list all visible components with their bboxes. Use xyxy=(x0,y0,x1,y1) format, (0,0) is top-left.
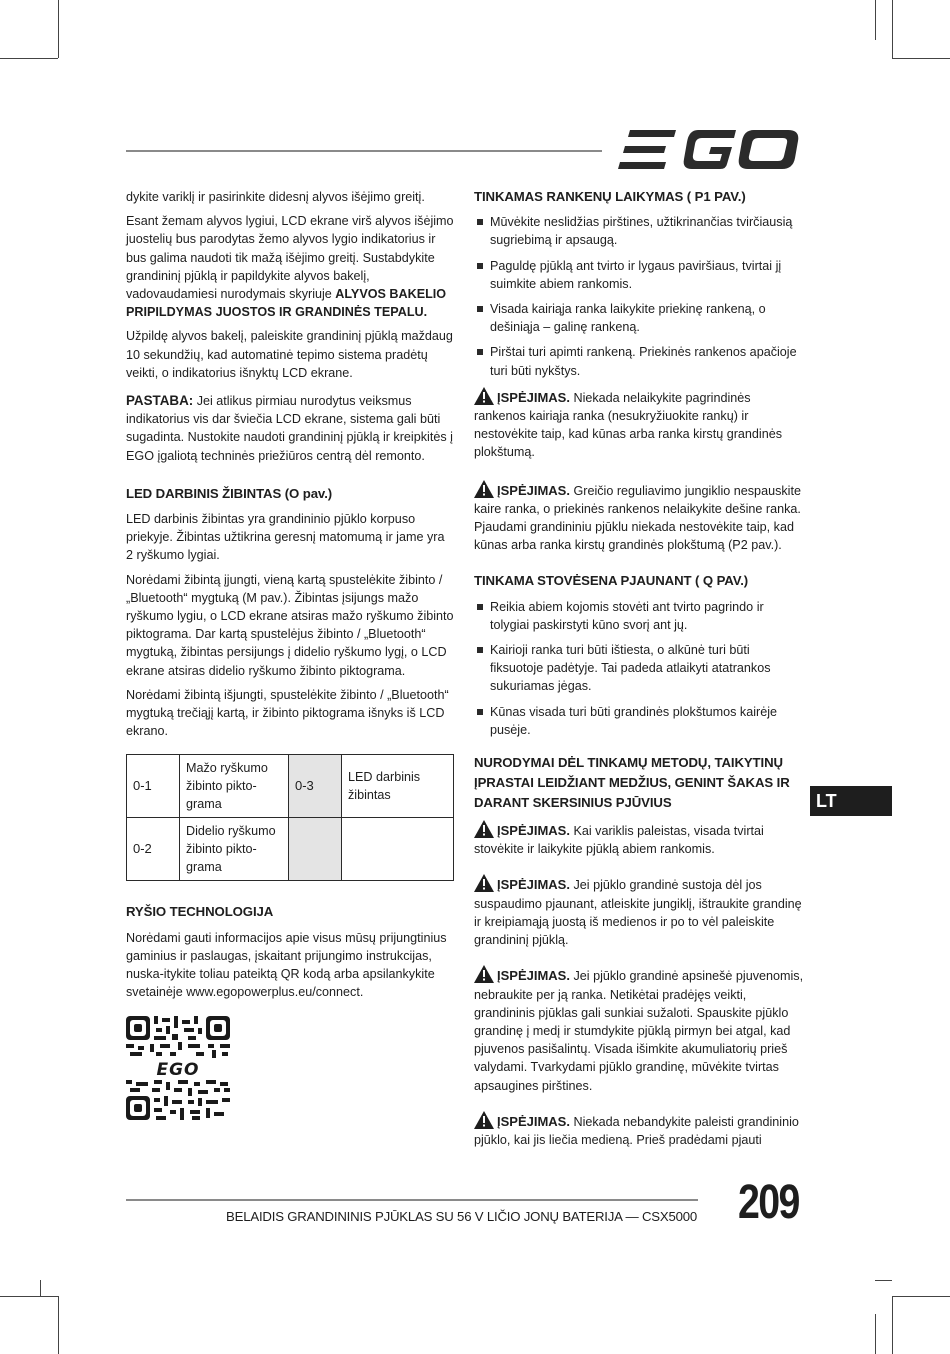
grip-list xyxy=(474,213,804,380)
list-item: Mūvėkite neslidžias pirštines, užtikrinančias tvirčiausią sugriebimą ir apsaugą. xyxy=(474,213,804,249)
table-cell: Didelio ryškumo žibinto pikto-grama xyxy=(180,818,289,881)
page-number: 209 xyxy=(738,1176,799,1229)
warning-label: ĮSPĖJIMAS. xyxy=(497,968,570,984)
warning-block: ĮSPĖJIMAS. Jei pjūklo grandinė sustoja dėl jos suspaudimo pjaunant, atleiskite jungiklį, ištraukite grandinę ir kreipiamąją juostą iš medienos ir po to vėl paleiskite grandininį pjūklą. xyxy=(474,874,804,949)
footer-rule xyxy=(126,1199,698,1201)
list-item: Kairioji ranka turi būti ištiesta, o alkūnė turi būti fiksuotoje padėtyje. Tai padeda atlaikyti atatrankos sukuriamas jėgas. xyxy=(474,641,804,696)
section-heading-stance: TINKAMA STOVĖSENA PJAUNANT ( Q PAV.) xyxy=(474,573,749,589)
crop-mark xyxy=(0,1296,58,1297)
header-rule xyxy=(126,150,602,152)
crop-mark xyxy=(0,58,58,59)
right-column xyxy=(474,188,804,1149)
warning-triangle-icon xyxy=(474,965,494,983)
section-heading-connectivity: RYŠIO TECHNOLOGIJA xyxy=(126,904,274,920)
table-cell xyxy=(342,818,454,881)
note: PASTABA: Jei atlikus pirmiau nurodytus veiksmus indikatorius vis dar šviečia LCD ekrane, sistema gali būti sugadinta. Nustokite naudoti grandininį pjūklą ir kreipkitės į EGO įgaliotą techninės priežiūros centrą dėl remonto. xyxy=(126,393,453,463)
warning-label: ĮSPĖJIMAS. xyxy=(497,482,570,498)
table-row xyxy=(127,818,454,881)
list-item: Kūnas visada turi būti grandinės plokštumos kairėje pusėje. xyxy=(474,703,804,739)
table-cell: LED darbinis žibintas xyxy=(342,755,454,818)
warning-triangle-icon xyxy=(474,820,494,838)
warning-block: ĮSPĖJIMAS. Jei pjūklo grandinė apsinešė pjuvenomis, nebraukite per ją ranka. Netikėtai pradėjęs veikti, grandininis pjūklas gali sunkiai sužaloti. Spauskite pjūklo grandinę į medį ir stumdykite pjūklą pirmyn bei atgal, kad pjuvenos pasišalintų. Visada išimkite akumuliatorių prieš valydami. Tvarkydami pjūklo grandinę, mūvėkite tvirtas apsaugines pirštines. xyxy=(474,965,804,1094)
crop-mark xyxy=(892,0,893,58)
table-cell: 0-3 xyxy=(289,755,342,818)
paragraph: LED darbinis žibintas yra grandininio pjūklo korpuso priekyje. Žibintas užtikrina geresnį matomumą ir jame yra 2 ryškumo lygiai. xyxy=(126,512,445,563)
warning-block: ĮSPĖJIMAS. Niekada nelaikykite pagrindinės rankenos kairiąja ranka (nesukryžiuokite rankų) ir nestovėkite taip, kad kūnas arba ranka kirstų grandinės plokštumą. xyxy=(474,387,804,462)
language-tab: LT xyxy=(810,786,892,816)
warning-triangle-icon xyxy=(474,1111,494,1129)
warning-block: ĮSPĖJIMAS. Niekada nebandykite paleisti grandininio pjūklo, kai jis liečia medieną. Prieš pradėdami pjauti xyxy=(474,1111,804,1149)
crop-mark xyxy=(875,1314,876,1354)
ego-logo-icon xyxy=(616,128,800,172)
table-cell: 0-2 xyxy=(127,818,180,881)
warning-block: ĮSPĖJIMAS. Greičio reguliavimo jungiklio nespauskite kaire ranka, o priekinės rankenos nelaikykite dešine ranka. Pjaudami grandininiu pjūklu niekada nestovėkite taip, kad kūnas arba ranka kirstų grandinės plokštumą (P2 pav.). xyxy=(474,480,804,555)
warning-block: ĮSPĖJIMAS. Kai variklis paleistas, visada tvirtai stovėkite ir laikykite pjūklą abiem rankomis. xyxy=(474,820,804,858)
section-heading-grip: TINKAMAS RANKENŲ LAIKYMAS ( P1 PAV.) xyxy=(474,189,746,204)
crop-mark xyxy=(875,1280,892,1281)
warning-triangle-icon xyxy=(474,874,494,892)
warning-label: ĮSPĖJIMAS. xyxy=(497,823,570,839)
crop-mark xyxy=(892,1296,893,1354)
table-cell: Mažo ryškumo žibinto pikto-grama xyxy=(180,755,289,818)
left-column xyxy=(126,188,454,1008)
led-legend-table xyxy=(126,754,454,881)
crop-mark xyxy=(892,1296,950,1297)
stance-list xyxy=(474,598,804,739)
warning-triangle-icon xyxy=(474,387,494,405)
crop-mark xyxy=(58,0,59,58)
warning-label: ĮSPĖJIMAS. xyxy=(497,389,570,405)
crop-mark xyxy=(892,58,950,59)
section-heading-led: LED DARBINIS ŽIBINTAS (O pav.) xyxy=(126,485,333,501)
list-item: Pirštai turi apimti rankeną. Priekinės rankenos apačioje turi būti nykštys. xyxy=(474,343,804,379)
crop-mark xyxy=(58,1296,59,1354)
warning-label: ĮSPĖJIMAS. xyxy=(497,1113,570,1129)
paragraph: Norėdami gauti informacijos apie visus mūsų prijungtinius gaminius ir paslaugas, įskaitant prijungimo instrukcijas, nuska-itykite toliau pateiktą QR kodą arba apsilankykite svetainėje www.egopowerplus.eu/connect. xyxy=(126,930,447,1000)
list-item: Visada kairiąja ranka laikykite priekinę rankeną, o dešiniąja – galinę rankeną. xyxy=(474,300,804,336)
note-label: PASTABA: xyxy=(126,393,194,409)
warning-triangle-icon xyxy=(474,480,494,498)
qr-code-icon xyxy=(126,1016,230,1120)
paragraph: Esant žemam alyvos lygiui, LCD ekrane virš alyvos išėjimo juostelių bus parodytas žemo alyvos lygio indikatorius ir bus galima naudoti tik mažą išėjimo greitį. Sustabdykite grandininį pjūklą ir papildykite alyvos bakelį, vadovaudamiesi nurodymais skyriuje ALYVOS BAKELIO PRIPILDYMAS JUOSTOS IR GRANDINĖS TEPALU. xyxy=(126,214,454,320)
table-cell: 0-1 xyxy=(127,755,180,818)
paragraph: Norėdami žibintą išjungti, spustelėkite žibinto / „Bluetooth“ mygtuką trečiąjį kartą, ir žibinto piktograma išnyks iš LCD ekrano. xyxy=(126,687,449,739)
table-row xyxy=(127,755,454,818)
warning-label: ĮSPĖJIMAS. xyxy=(497,877,570,893)
footer-title: BELAIDIS GRANDININIS PJŪKLAS SU 56 V LIČIO JONŲ BATERIJA — CSX5000 xyxy=(226,1209,697,1224)
table-cell xyxy=(289,818,342,881)
list-item: Paguldę pjūklą ant tvirto ir lygaus paviršiaus, tvirtai jį suimkite abiem rankomis. xyxy=(474,257,804,293)
paragraph: dykite variklį ir pasirinkite didesnį alyvos išėjimo greitį. xyxy=(126,190,425,204)
section-heading-methods: NURODYMAI DĖL TINKAMŲ METODŲ, TAIKYTINŲ ĮPRASTAI LEIDŽIANT MEDŽIUS, GENINT ŠAKAS IR DARANT SKERSINIUS PJŪVIUS xyxy=(474,755,790,811)
paragraph: Užpildę alyvos bakelį, paleiskite grandininį pjūklą maždaug 10 sekundžių, kad automatinė tepimo sistema pradėtų veikti, o indikatorius išnyktų LCD ekrane. xyxy=(126,329,453,380)
crop-mark xyxy=(875,0,876,40)
paragraph: Norėdami žibintą įjungti, vieną kartą spustelėkite žibinto / „Bluetooth“ mygtuką (M pav.). Žibintas įsijungs mažo ryškumo lygiu, o LCD ekrane atsiras mažo ryškumo žibinto piktograma. Dar kartą spustelėjus žibinto / „Bluetooth“ mygtuką, žibintas persijungs į didelio ryškumo lygį, o LCD ekrane atsiras didelio ryškumo žibinto piktograma. xyxy=(126,572,454,678)
list-item: Reikia abiem kojomis stovėti ant tvirto pagrindo ir tolygiai paskirstyti kūno svorį ant jų. xyxy=(474,598,804,634)
crop-mark xyxy=(40,1280,41,1296)
qr-logo-text: EGO xyxy=(156,1060,200,1080)
